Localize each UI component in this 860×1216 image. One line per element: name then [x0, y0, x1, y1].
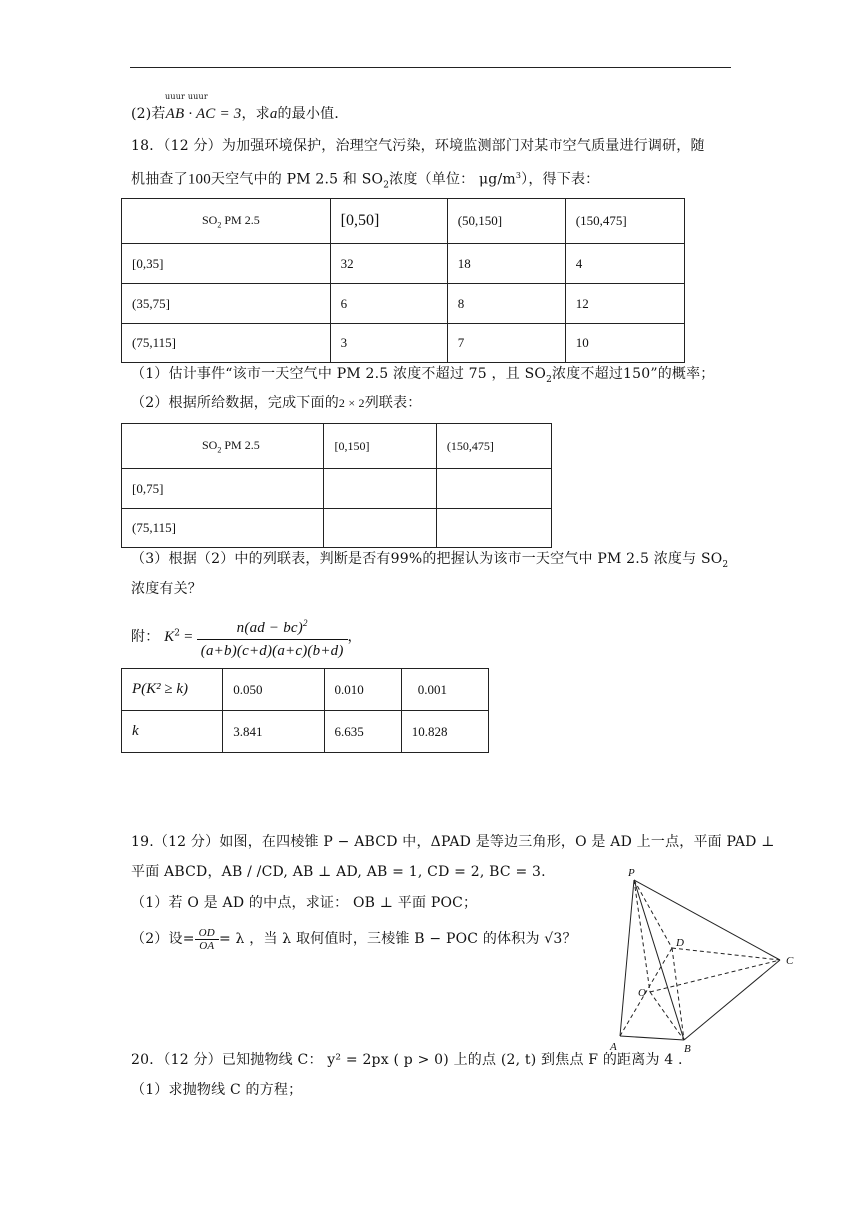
- table1-cell: 7: [447, 324, 565, 363]
- table3-cell: 6.635: [324, 711, 401, 753]
- table1-cell: 4: [565, 244, 684, 284]
- q18-table3: [121, 668, 489, 753]
- table2-empty-cell: [436, 469, 551, 509]
- pyramid-figure: [606, 862, 806, 1058]
- table1-cell: 10: [565, 324, 684, 363]
- k2-formula: 附： $K^2$ = $\frac{n(ad - bc)^2}{(a+b)(c+d)(a+c)(b+d)}$ ，: [131, 612, 362, 662]
- vertex-label-b: B: [684, 1043, 691, 1055]
- table1-cell: 3: [330, 324, 447, 363]
- table2-corner: $SO_2$ PM 2.5: [122, 424, 324, 469]
- table2-header: (150,475]: [436, 424, 551, 469]
- q18-part3: （3）根据（2）中的列联表，判断是否有99%的把握认为该市一天空气中 PM 2.5 浓度与 $SO_2$: [131, 551, 729, 570]
- table1-header: (150,475]: [565, 199, 684, 244]
- table1-cell: 18: [447, 244, 565, 284]
- q18-part2: （2）根据所给数据，完成下面的2 × 2列联表：: [131, 395, 422, 411]
- table3-cell: 3.841: [223, 711, 324, 753]
- vertex-label-o: O: [638, 987, 646, 999]
- table3-cell: 10.828: [401, 711, 488, 753]
- table3-label: P(K² ≥ k): [122, 669, 223, 711]
- table2-row-label: (75,115]: [122, 509, 324, 548]
- vertex-label-d: D: [676, 937, 684, 949]
- q18-table1: [121, 198, 685, 363]
- table3-cell: 0.001: [401, 669, 488, 711]
- header-rule: [130, 67, 731, 68]
- q18-line2: 机抽查了100天空气中的 PM 2.5 和 $SO_2$浓度（单位： $\mu g/m^3$），得下表：: [131, 171, 600, 191]
- table1-row-label: [0,35]: [122, 244, 331, 284]
- table1-cell: 8: [447, 284, 565, 324]
- q19-line1: 19.（12 分）如图，在四棱锥 P − ABCD 中，ΔPAD 是等边三角形，O 是 AD 上一点，平面 PAD ⊥: [131, 834, 775, 850]
- table1-cell: 32: [330, 244, 447, 284]
- table1-cell: 12: [565, 284, 684, 324]
- vertex-label-a: A: [610, 1041, 617, 1053]
- table2-row-label: [0,75]: [122, 469, 324, 509]
- q19-line2: 平面 ABCD，AB / /CD, AB ⊥ AD, AB = 1, CD = 2, BC = 3.: [131, 864, 546, 880]
- table3-label: k: [122, 711, 223, 753]
- q18-line1: 18．（12 分）为加强环境保护，治理空气污染，环境监测部门对某市空气质量进行调研，随: [131, 138, 705, 154]
- q18-part1: （1）估计事件“该市一天空气中 PM 2.5 浓度不超过 75 ，且 $SO_2$浓度不超过150”的概率；: [131, 366, 715, 385]
- q18-table2: [121, 423, 552, 548]
- table2-empty-cell: [324, 469, 436, 509]
- q19-part2: （2）设= $\frac{OD}{OA}$ = λ ，当 λ 取何值时，三棱锥 B − POC 的体积为 √3？: [131, 926, 577, 952]
- vertex-label-p: P: [628, 867, 635, 879]
- table2-header: [0,150]: [324, 424, 436, 469]
- vector-arrow-marks: uuur uuur: [165, 92, 208, 101]
- q17-part2: (2)若AB · AC = 3，求a的最小值．: [131, 106, 349, 122]
- vertex-label-c: C: [786, 955, 794, 967]
- q19-part1: （1）若 O 是 AD 的中点，求证： OB ⊥ 平面 POC；: [131, 895, 478, 911]
- table2-empty-cell: [436, 509, 551, 548]
- table1-header: [0,50]: [330, 199, 447, 244]
- table3-cell: 0.050: [223, 669, 324, 711]
- table2-empty-cell: [324, 509, 436, 548]
- table1-row-label: (35,75]: [122, 284, 331, 324]
- table1-cell: 6: [330, 284, 447, 324]
- table1-header: (50,150]: [447, 199, 565, 244]
- table1-row-label: (75,115]: [122, 324, 331, 363]
- q20-part1: （1）求抛物线 C 的方程；: [131, 1082, 303, 1098]
- table3-cell: 0.010: [324, 669, 401, 711]
- table1-corner: $SO_2$ PM 2.5: [122, 199, 331, 244]
- q20-line1: 20．（12 分）已知抛物线 C： y² = 2px ( p > 0) 上的点 (2, t) 到焦点 F 的距离为 4 .: [131, 1052, 683, 1068]
- q18-part3-cont: 浓度有关？: [131, 581, 202, 597]
